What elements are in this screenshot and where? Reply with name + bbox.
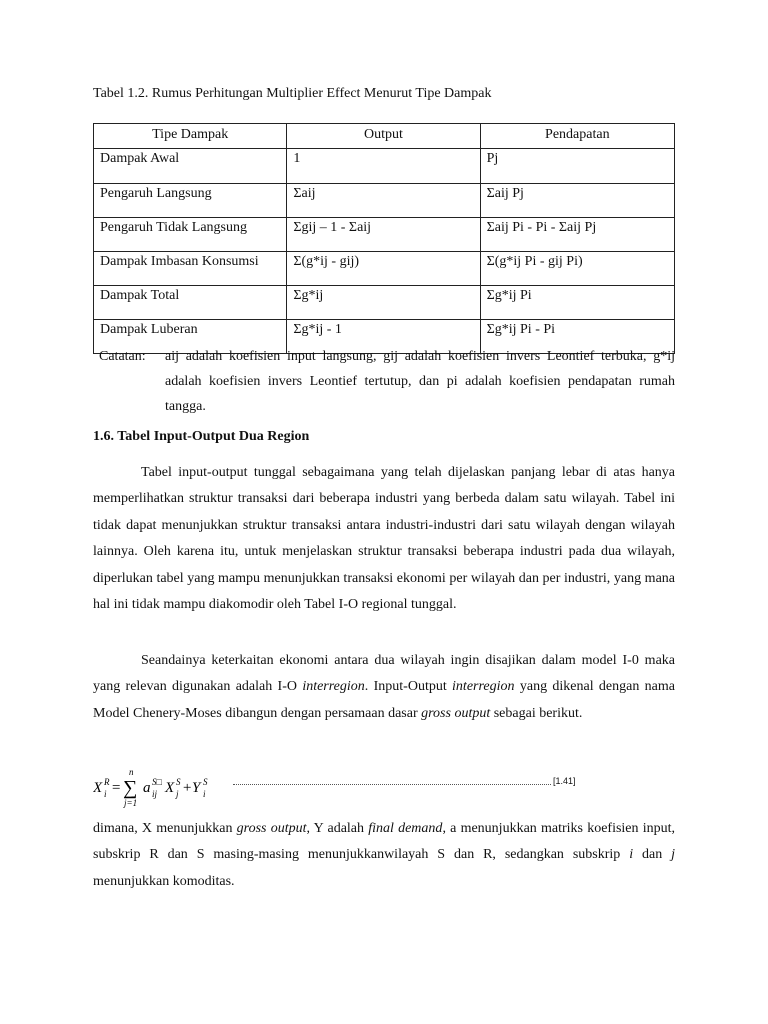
- table-row: [94, 218, 675, 252]
- paragraph-1-text: Tabel input-output tunggal sebagaimana yang telah dijelaskan panjang lebar di atas hanya memperlihatkan struktur transaksi dari beberapa industri yang berbeda dalam satu wilayah. Tabel ini tidak dapat menunjukkan struktur transaksi antara industri-industri dari satu wilayah dengan wilayah lainnya. Oleh karena itu, untuk menjelaskan struktur transaksi beberapa industri pada dua wilayah, diperlukan tabel yang mampu menunjukkan transaksi ekonomi per wilayah dan per industri, yang mana hal ini tidak mampu diakomodir oleh Tabel I-O regional tunggal.: [93, 465, 675, 613]
- paragraph-3-text-a: dimana, X menunjukkan: [93, 821, 237, 836]
- cell-pendapatan: Σg*ij Pi: [480, 286, 674, 320]
- paragraph-2: [93, 648, 675, 727]
- cell-output: Σaij: [287, 184, 480, 218]
- paragraph-2-text-c: . Input-Output: [364, 679, 453, 695]
- table-caption: Tabel 1.2. Rumus Perhitungan Multiplier Effect Menurut Tipe Dampak: [93, 86, 492, 101]
- paragraph-2-term-gross-output: gross output: [421, 705, 491, 721]
- cell-type: Pengaruh Tidak Langsung: [94, 218, 287, 252]
- equation-formula: [93, 766, 223, 810]
- table-row: [94, 286, 675, 320]
- svg-text:a: a: [143, 780, 151, 796]
- header-pendapatan: Pendapatan: [480, 124, 674, 149]
- cell-type: Dampak Awal: [94, 149, 287, 184]
- paragraph-3-term-gross-output: gross output: [236, 821, 307, 836]
- svg-text:R: R: [104, 777, 110, 787]
- paragraph-3-text-g: dan: [633, 847, 672, 863]
- notes-text: aij adalah koefisien input langsung, gij adalah koefisien invers Leontief terbuka, g*ij adalah koefisien invers Leontief tertutup, dan pi adalah koefisien pendapatan rumah tangga.: [165, 349, 675, 414]
- svg-text:i: i: [203, 789, 206, 799]
- cell-pendapatan: Σ(g*ij Pi - gij Pi): [480, 252, 674, 286]
- table-row: [94, 149, 675, 184]
- cell-pendapatan: Pj: [480, 149, 674, 184]
- cell-output: Σg*ij: [287, 286, 480, 320]
- paragraph-2-text-e: yang dikenal dengan nama Model Chenery-Moses dibangun dengan persamaan dasar: [93, 679, 675, 721]
- cell-output: Σ(g*ij - gij): [287, 252, 480, 286]
- paragraph-2-term-interregion-2: interregion: [452, 679, 515, 695]
- cell-output: 1: [287, 149, 480, 184]
- cell-output: Σg*ij - 1: [287, 320, 480, 354]
- svg-text:Y: Y: [192, 780, 201, 796]
- paragraph-1: [93, 460, 675, 618]
- header-tipe-dampak: Tipe Dampak: [94, 124, 287, 149]
- cell-type: Dampak Total: [94, 286, 287, 320]
- cell-type: Dampak Imbasan Konsumsi: [94, 252, 287, 286]
- svg-text:ij: ij: [152, 789, 158, 799]
- paragraph-3-term-i: i: [629, 847, 634, 863]
- paragraph-2-text-a: Seandainya keterkaitan ekonomi antara dua wilayah ingin disajikan dalam model I-0 maka yang relevan digunakan adalah I-O: [93, 653, 675, 695]
- svg-text:X: X: [93, 780, 103, 796]
- svg-text:S: S: [203, 777, 208, 787]
- notes-label: Catatan:: [99, 349, 146, 364]
- svg-text:+: +: [182, 780, 193, 796]
- cell-pendapatan: Σaij Pj: [480, 184, 674, 218]
- cell-pendapatan: Σg*ij Pi - Pi: [480, 320, 674, 354]
- cell-type: Dampak Luberan: [94, 320, 287, 354]
- multiplier-table: [93, 123, 675, 354]
- table-row: [94, 252, 675, 286]
- svg-text:j=1: j=1: [124, 798, 138, 808]
- equation-leader-dots: [233, 776, 551, 785]
- svg-text:S: S: [176, 777, 181, 787]
- paragraph-3-text-i: menunjukkan komoditas.: [93, 873, 235, 889]
- svg-text:X: X: [165, 780, 175, 796]
- paragraph-3-term-final-demand: final demand: [368, 821, 443, 836]
- svg-text:n: n: [129, 767, 134, 777]
- cell-type: Pengaruh Langsung: [94, 184, 287, 218]
- paragraph-3-term-j: j: [671, 847, 675, 863]
- section-heading: 1.6. Tabel Input-Output Dua Region: [93, 429, 310, 444]
- equation-chenery-moses: [93, 762, 675, 808]
- table-notes: [99, 344, 675, 419]
- paragraph-2-term-interregion: interregion: [302, 679, 365, 695]
- table-row: [94, 184, 675, 218]
- paragraph-3: [93, 816, 675, 895]
- paragraph-3-text-c: , Y adalah: [306, 821, 369, 836]
- paragraph-3-text-e: , a menunjukkan matriks koefisien input, subskrip R dan S masing-masing menunjukkanwilayah S dan R, sedangkan subskrip: [93, 821, 675, 863]
- cell-output: Σgij – 1 - Σaij: [287, 218, 480, 252]
- svg-text:i: i: [104, 789, 107, 799]
- svg-text:S□: S□: [152, 777, 162, 787]
- paragraph-2-text-g: sebagai berikut.: [490, 705, 583, 721]
- svg-text:j: j: [176, 789, 179, 799]
- svg-text:∑: ∑: [123, 777, 138, 799]
- svg-text:=: =: [111, 780, 122, 796]
- header-output: Output: [287, 124, 480, 149]
- cell-pendapatan: Σaij Pi - Pi - Σaij Pj: [480, 218, 674, 252]
- table-header-row: [94, 124, 675, 149]
- equation-number: [1.41]: [553, 776, 576, 786]
